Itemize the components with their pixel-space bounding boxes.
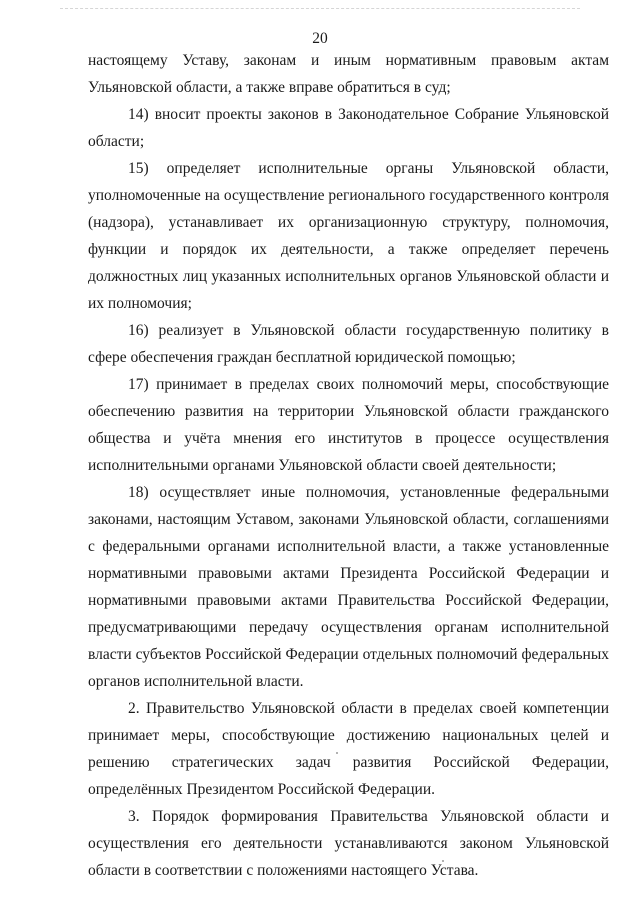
paragraph-continuation: настоящему Уставу, законам и иным нормативным правовым актам Ульяновской области, а также вправе обратиться в суд;: [88, 52, 609, 96]
paragraph-item-14: 14) вносит проекты законов в Законодательное Собрание Ульяновской области;: [88, 106, 609, 150]
page-number: 20: [312, 30, 328, 47]
paragraph-item-18: 18) осуществляет иные полномочия, установленные федеральными законами, настоящим Уставом, законами Ульяновской области, соглашениями с федеральными органами исполнительной власти, а также установленные нормативными правовыми актами Президента Российской Федерации и нормативными правовыми актами Правительства Российской Федерации, предусматривающими передачу осуществления органам исполнительной власти субъектов Российской Федерации отдельных полномочий федеральных органов исполнительной власти.: [88, 484, 609, 690]
document-body: [88, 47, 609, 884]
scan-edge-line: [60, 8, 580, 9]
paragraph-part-2: 2. Правительство Ульяновской области в пределах своей компетенции принимает меры, способствующие достижению национальных целей и решению стратегических задач развития Российской Федерации, определённых Президентом Российской Федерации.: [88, 700, 609, 798]
scan-speck: [336, 752, 338, 754]
paragraph-item-17: 17) принимает в пределах своих полномочий меры, способствующие обеспечению развития на территории Ульяновской области гражданского общества и учёта мнения его институтов в процессе осуществления исполнительными органами Ульяновской области своей деятельности;: [88, 376, 609, 474]
paragraph-item-16: 16) реализует в Ульяновской области государственную политику в сфере обеспечения граждан бесплатной юридической помощью;: [88, 322, 609, 366]
paragraph-part-3: 3. Порядок формирования Правительства Ульяновской области и осуществления его деятельности устанавливаются законом Ульяновской области в соответствии с положениями настоящего Устава.: [88, 808, 609, 879]
paragraph-item-15: 15) определяет исполнительные органы Ульяновской области, уполномоченные на осуществление регионального государственного контроля (надзора), устанавливает их организационную структуру, полномочия, функции и порядок их деятельности, а также определяет перечень должностных лиц указанных исполнительных органов Ульяновской области и их полномочия;: [88, 160, 609, 312]
scan-speck: [442, 860, 444, 862]
